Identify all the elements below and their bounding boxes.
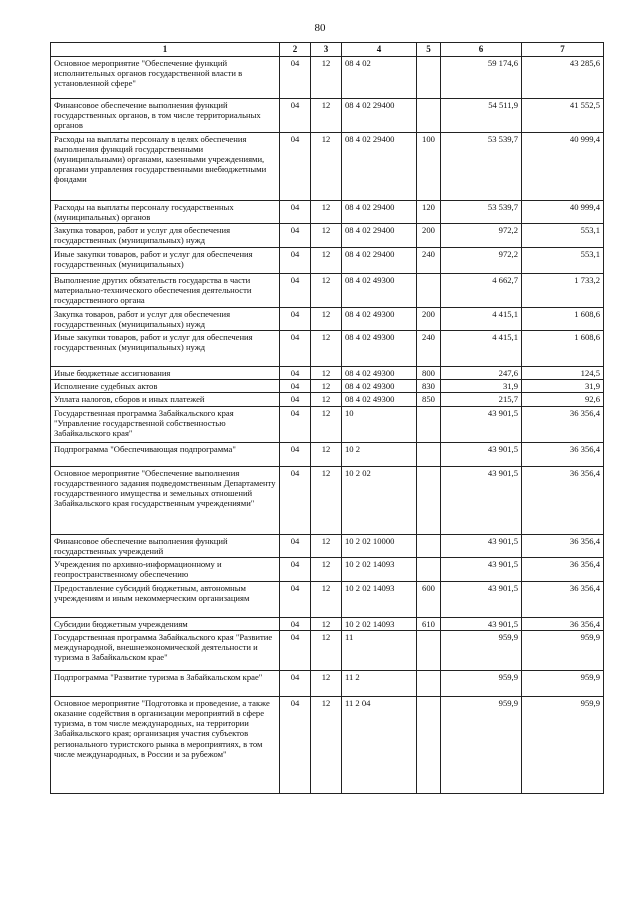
row-target-article: 08 4 02 49300 (342, 367, 417, 380)
row-expense-type (417, 442, 441, 466)
table-row (51, 671, 604, 697)
row-section: 04 (280, 273, 311, 307)
row-subsection: 12 (311, 331, 342, 367)
row-target-article: 08 4 02 49300 (342, 273, 417, 307)
column-header: 5 (417, 43, 441, 57)
row-subsection: 12 (311, 200, 342, 223)
row-section: 04 (280, 132, 311, 200)
row-expense-type (417, 534, 441, 557)
row-section: 04 (280, 223, 311, 247)
row-expense-type: 120 (417, 200, 441, 223)
row-target-article: 10 2 02 10000 (342, 534, 417, 557)
row-subsection: 12 (311, 98, 342, 132)
table-row (51, 223, 604, 247)
header-row (51, 43, 604, 57)
row-subsection: 12 (311, 247, 342, 273)
row-expense-type: 200 (417, 223, 441, 247)
row-amount-7: 553,1 (522, 247, 604, 273)
row-amount-6: 43 901,5 (441, 617, 522, 630)
row-name: Предоставление субсидий бюджетным, автономным учреждениям и иным некоммерческим организациям (51, 581, 280, 617)
row-amount-7: 36 356,4 (522, 534, 604, 557)
row-amount-6: 43 901,5 (441, 442, 522, 466)
row-expense-type: 850 (417, 393, 441, 406)
table-row (51, 98, 604, 132)
column-header: 2 (280, 43, 311, 57)
page-number: 80 (314, 22, 326, 34)
row-subsection: 12 (311, 697, 342, 794)
row-amount-7: 959,9 (522, 631, 604, 671)
row-target-article: 08 4 02 29400 (342, 200, 417, 223)
row-amount-6: 43 901,5 (441, 534, 522, 557)
row-target-article: 08 4 02 (342, 56, 417, 98)
row-subsection: 12 (311, 393, 342, 406)
row-expense-type: 240 (417, 247, 441, 273)
row-name: Расходы на выплаты персоналу государственных (муниципальных) органов (51, 200, 280, 223)
table-row (51, 273, 604, 307)
row-subsection: 12 (311, 367, 342, 380)
column-header: 4 (342, 43, 417, 57)
row-amount-6: 31,9 (441, 380, 522, 393)
table-row (51, 367, 604, 380)
row-amount-6: 43 901,5 (441, 581, 522, 617)
row-section: 04 (280, 247, 311, 273)
row-expense-type (417, 671, 441, 697)
table-row (51, 534, 604, 557)
row-section: 04 (280, 581, 311, 617)
row-name: Расходы на выплаты персоналу в целях обеспечения выполнения функций государственными (муниципальными) органами, казенными учреждениями, органами управления государственными внебюджетными фондами (51, 132, 280, 200)
table-row (51, 132, 604, 200)
row-expense-type: 100 (417, 132, 441, 200)
row-subsection: 12 (311, 671, 342, 697)
row-target-article: 08 4 02 49300 (342, 331, 417, 367)
row-amount-7: 40 999,4 (522, 200, 604, 223)
row-target-article: 11 (342, 631, 417, 671)
table-row (51, 56, 604, 98)
table-row (51, 247, 604, 273)
row-subsection: 12 (311, 581, 342, 617)
row-amount-7: 1 608,6 (522, 331, 604, 367)
column-header: 6 (441, 43, 522, 57)
row-target-article: 10 (342, 406, 417, 442)
row-target-article: 11 2 04 (342, 697, 417, 794)
table-row (51, 581, 604, 617)
row-amount-6: 54 511,9 (441, 98, 522, 132)
row-section: 04 (280, 98, 311, 132)
row-amount-7: 36 356,4 (522, 617, 604, 630)
row-expense-type: 830 (417, 380, 441, 393)
row-expense-type (417, 697, 441, 794)
row-section: 04 (280, 393, 311, 406)
row-amount-6: 53 539,7 (441, 200, 522, 223)
row-amount-6: 53 539,7 (441, 132, 522, 200)
row-expense-type (417, 273, 441, 307)
row-target-article: 08 4 02 49300 (342, 380, 417, 393)
row-subsection: 12 (311, 380, 342, 393)
row-name: Государственная программа Забайкальского края "Управление государственной собственностью Забайкальского края" (51, 406, 280, 442)
row-section: 04 (280, 331, 311, 367)
row-target-article: 08 4 02 49300 (342, 393, 417, 406)
row-expense-type (417, 98, 441, 132)
row-expense-type (417, 631, 441, 671)
row-amount-7: 36 356,4 (522, 442, 604, 466)
row-amount-7: 31,9 (522, 380, 604, 393)
row-name: Субсидии бюджетным учреждениям (51, 617, 280, 630)
row-name: Подпрограмма "Развитие туризма в Забайкальском крае" (51, 671, 280, 697)
row-subsection: 12 (311, 466, 342, 534)
table-row (51, 380, 604, 393)
budget-table (50, 42, 604, 794)
table-row (51, 697, 604, 794)
row-amount-7: 553,1 (522, 223, 604, 247)
row-expense-type (417, 466, 441, 534)
row-expense-type: 240 (417, 331, 441, 367)
row-expense-type: 610 (417, 617, 441, 630)
row-name: Выполнение других обязательств государства в части материально-технического обеспечения деятельности государственного органа (51, 273, 280, 307)
row-amount-6: 247,6 (441, 367, 522, 380)
row-section: 04 (280, 697, 311, 794)
row-subsection: 12 (311, 273, 342, 307)
row-target-article: 10 2 (342, 442, 417, 466)
row-amount-6: 4 662,7 (441, 273, 522, 307)
row-amount-6: 59 174,6 (441, 56, 522, 98)
row-target-article: 10 2 02 14093 (342, 617, 417, 630)
row-section: 04 (280, 56, 311, 98)
table-row (51, 200, 604, 223)
row-expense-type (417, 406, 441, 442)
row-amount-7: 36 356,4 (522, 557, 604, 581)
row-section: 04 (280, 307, 311, 330)
row-amount-7: 41 552,5 (522, 98, 604, 132)
row-amount-6: 4 415,1 (441, 307, 522, 330)
row-expense-type: 800 (417, 367, 441, 380)
row-subsection: 12 (311, 132, 342, 200)
table-row (51, 307, 604, 330)
row-name: Закупка товаров, работ и услуг для обеспечения государственных (муниципальных) нужд (51, 223, 280, 247)
row-amount-7: 36 356,4 (522, 466, 604, 534)
row-name: Исполнение судебных актов (51, 380, 280, 393)
row-target-article: 10 2 02 (342, 466, 417, 534)
column-header: 7 (522, 43, 604, 57)
row-amount-6: 43 901,5 (441, 466, 522, 534)
table-row (51, 631, 604, 671)
row-name: Закупка товаров, работ и услуг для обеспечения государственных (муниципальных) нужд (51, 307, 280, 330)
row-amount-7: 1 733,2 (522, 273, 604, 307)
table-row (51, 466, 604, 534)
table-row (51, 617, 604, 630)
row-subsection: 12 (311, 617, 342, 630)
table-row (51, 331, 604, 367)
row-section: 04 (280, 367, 311, 380)
row-target-article: 08 4 02 49300 (342, 307, 417, 330)
row-amount-6: 972,2 (441, 223, 522, 247)
row-name: Иные закупки товаров, работ и услуг для обеспечения государственных (муниципальных) (51, 247, 280, 273)
row-subsection: 12 (311, 631, 342, 671)
row-target-article: 10 2 02 14093 (342, 581, 417, 617)
row-section: 04 (280, 380, 311, 393)
row-amount-6: 43 901,5 (441, 406, 522, 442)
row-target-article: 08 4 02 29400 (342, 223, 417, 247)
row-name: Государственная программа Забайкальского края "Развитие международной, внешнеэкономической деятельности и туризма в Забайкальском крае" (51, 631, 280, 671)
row-expense-type (417, 557, 441, 581)
row-target-article: 10 2 02 14093 (342, 557, 417, 581)
row-section: 04 (280, 617, 311, 630)
row-subsection: 12 (311, 223, 342, 247)
row-section: 04 (280, 466, 311, 534)
row-amount-6: 215,7 (441, 393, 522, 406)
row-section: 04 (280, 406, 311, 442)
row-section: 04 (280, 631, 311, 671)
row-name: Основное мероприятие "Обеспечение функций исполнительных органов государственной власти в установленной сфере" (51, 56, 280, 98)
row-name: Основное мероприятие "Подготовка и проведение, а также оказание содействия в организации мероприятий в сфере туризма, в том числе международных, на территории Забайкальского края; организация участия субъектов регионального туристского рынка в мероприятиях, в том числе международных, в России и за рубежом" (51, 697, 280, 794)
row-amount-6: 43 901,5 (441, 557, 522, 581)
row-section: 04 (280, 671, 311, 697)
row-amount-6: 959,9 (441, 697, 522, 794)
row-target-article: 08 4 02 29400 (342, 98, 417, 132)
row-section: 04 (280, 534, 311, 557)
table-row (51, 442, 604, 466)
row-section: 04 (280, 200, 311, 223)
row-name: Основное мероприятие "Обеспечение выполнения государственного задания подведомственным Департаменту государственного имущества и земельных отношений Забайкальского края государственным учреждениями" (51, 466, 280, 534)
row-amount-7: 959,9 (522, 671, 604, 697)
row-section: 04 (280, 557, 311, 581)
row-subsection: 12 (311, 534, 342, 557)
row-target-article: 08 4 02 29400 (342, 247, 417, 273)
row-expense-type (417, 56, 441, 98)
row-amount-7: 92,6 (522, 393, 604, 406)
row-name: Подпрограмма "Обеспечивающая подпрограмма" (51, 442, 280, 466)
row-subsection: 12 (311, 307, 342, 330)
row-amount-6: 4 415,1 (441, 331, 522, 367)
row-name: Иные бюджетные ассигнования (51, 367, 280, 380)
row-section: 04 (280, 442, 311, 466)
row-amount-7: 959,9 (522, 697, 604, 794)
column-header: 3 (311, 43, 342, 57)
table-row (51, 406, 604, 442)
row-target-article: 11 2 (342, 671, 417, 697)
row-name: Финансовое обеспечение выполнения функций государственных учреждений (51, 534, 280, 557)
row-amount-6: 959,9 (441, 671, 522, 697)
row-subsection: 12 (311, 406, 342, 442)
row-amount-7: 36 356,4 (522, 406, 604, 442)
row-subsection: 12 (311, 557, 342, 581)
row-expense-type: 200 (417, 307, 441, 330)
row-amount-7: 1 608,6 (522, 307, 604, 330)
table-row (51, 393, 604, 406)
row-name: Финансовое обеспечение выполнения функций государственных органов, в том числе территориальных органов (51, 98, 280, 132)
row-subsection: 12 (311, 442, 342, 466)
row-name: Учреждения по архивно-информационному и геопространственному обеспечению (51, 557, 280, 581)
row-amount-7: 36 356,4 (522, 581, 604, 617)
row-amount-7: 40 999,4 (522, 132, 604, 200)
row-target-article: 08 4 02 29400 (342, 132, 417, 200)
table-row (51, 557, 604, 581)
row-amount-7: 43 285,6 (522, 56, 604, 98)
row-name: Иные закупки товаров, работ и услуг для обеспечения государственных (муниципальных) нужд (51, 331, 280, 367)
row-expense-type: 600 (417, 581, 441, 617)
row-subsection: 12 (311, 56, 342, 98)
row-name: Уплата налогов, сборов и иных платежей (51, 393, 280, 406)
row-amount-6: 972,2 (441, 247, 522, 273)
column-header: 1 (51, 43, 280, 57)
row-amount-6: 959,9 (441, 631, 522, 671)
row-amount-7: 124,5 (522, 367, 604, 380)
